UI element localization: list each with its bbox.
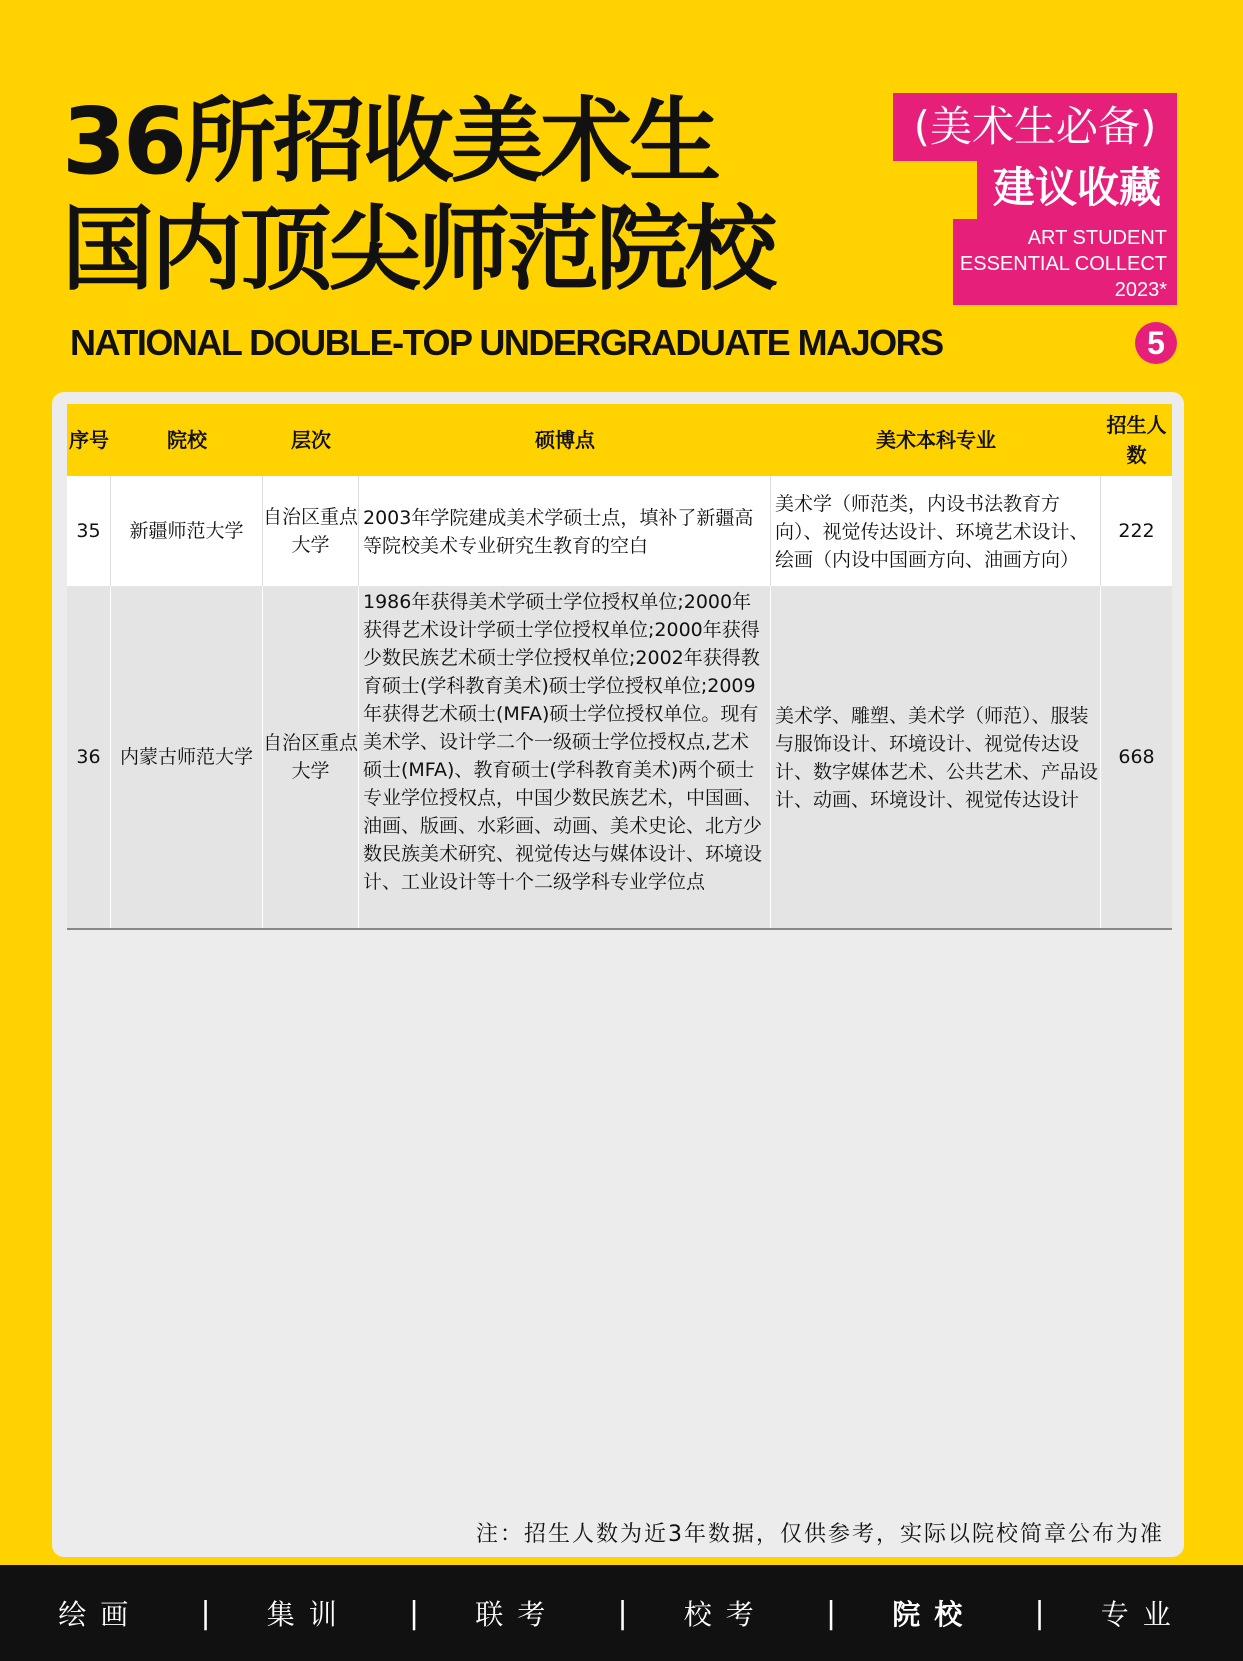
header-count: 招生人数 — [1106, 413, 1167, 467]
table-header — [67, 404, 1172, 476]
row-points: 1986年获得美术学硕士学位授权单位;2000年获得艺术设计学硕士学位授权单位;2000年获得少数民族艺术硕士学位授权单位;2002年获得教育硕士(学科教育美术)硕士学位授权单位;2009年获得艺术硕士(MFA)硕士学位授权单位。现有美术学、设计学二个一级硕士学位授权点,艺术硕士(MFA)、教育硕士(学科教育美术)两个硕士专业学位授权点，中国少数民族艺术，中国画、油画、版画、水彩画、动画、美术史论、北方少数民族美术研究、视觉传达与媒体设计、环境设计、工业设计等十个二级学科专业学位点 — [359, 586, 771, 928]
nav-item-school-exam[interactable]: 校考 — [683, 1598, 768, 1631]
header-points: 硕博点 — [535, 428, 595, 452]
row-points: 2003年学院建成美术学硕士点，填补了新疆高等院校美术专业研究生教育的空白 — [359, 476, 771, 586]
header-num: 序号 — [69, 428, 109, 452]
page-title — [62, 88, 774, 304]
header-school: 院校 — [167, 428, 207, 452]
row-count: 222 — [1118, 520, 1155, 542]
tag-year: 2023* — [1114, 279, 1167, 301]
schools-table — [67, 404, 1172, 930]
content-panel — [52, 392, 1184, 1557]
page-number-badge: 5 — [1135, 322, 1177, 364]
nav-item-painting[interactable]: 绘画 — [58, 1598, 143, 1631]
nav-separator: | — [617, 1595, 628, 1631]
nav-separator: | — [409, 1595, 420, 1631]
row-school: 内蒙古师范大学 — [111, 586, 263, 928]
nav-item-majors[interactable]: 专业 — [1100, 1598, 1185, 1631]
nav-item-schools[interactable]: 院校 — [892, 1598, 977, 1631]
tag-line-2: 建议收藏 — [977, 161, 1177, 219]
row-num: 35 — [67, 476, 111, 586]
title-line-2: 国内顶尖师范院校 — [62, 196, 775, 303]
nav-item-joint-exam[interactable]: 联考 — [475, 1598, 560, 1631]
subtitle-english: NATIONAL DOUBLE-TOP UNDERGRADUATE MAJORS — [70, 322, 943, 363]
row-majors: 美术学、雕塑、美术学（师范）、服装与服饰设计、环境设计、视觉传达设计、数字媒体艺术、公共艺术、产品设计、动画、环境设计、视觉传达设计 — [771, 586, 1101, 928]
row-num: 36 — [67, 586, 111, 928]
tag-english — [953, 219, 1177, 305]
table-row — [67, 476, 1172, 586]
row-majors: 美术学（师范类，内设书法教育方向）、视觉传达设计、环境艺术设计、绘画（内设中国画方向、油画方向） — [771, 476, 1101, 586]
nav-separator: | — [826, 1595, 837, 1631]
title-line-1: 36所招收美术生 — [62, 88, 719, 195]
header-level: 层次 — [291, 428, 331, 452]
nav-separator: | — [200, 1595, 211, 1631]
row-level: 自治区重点大学 — [263, 586, 359, 928]
nav-item-training[interactable]: 集训 — [266, 1598, 351, 1631]
table-row — [67, 586, 1172, 930]
tag-english-1: ART STUDENT — [1027, 227, 1167, 249]
row-count: 668 — [1118, 746, 1155, 768]
tag-line-1: (美术生必备) — [893, 93, 1177, 161]
header-majors: 美术本科专业 — [876, 428, 996, 452]
row-school: 新疆师范大学 — [111, 476, 263, 586]
nav-separator: | — [1034, 1595, 1045, 1631]
bottom-nav — [0, 1565, 1243, 1661]
tag-english-2: ESSENTIAL COLLECT — [959, 253, 1167, 275]
row-level: 自治区重点大学 — [263, 476, 359, 586]
footnote: 注：招生人数为近3年数据，仅供参考，实际以院校简章公布为准 — [476, 1522, 1164, 1547]
